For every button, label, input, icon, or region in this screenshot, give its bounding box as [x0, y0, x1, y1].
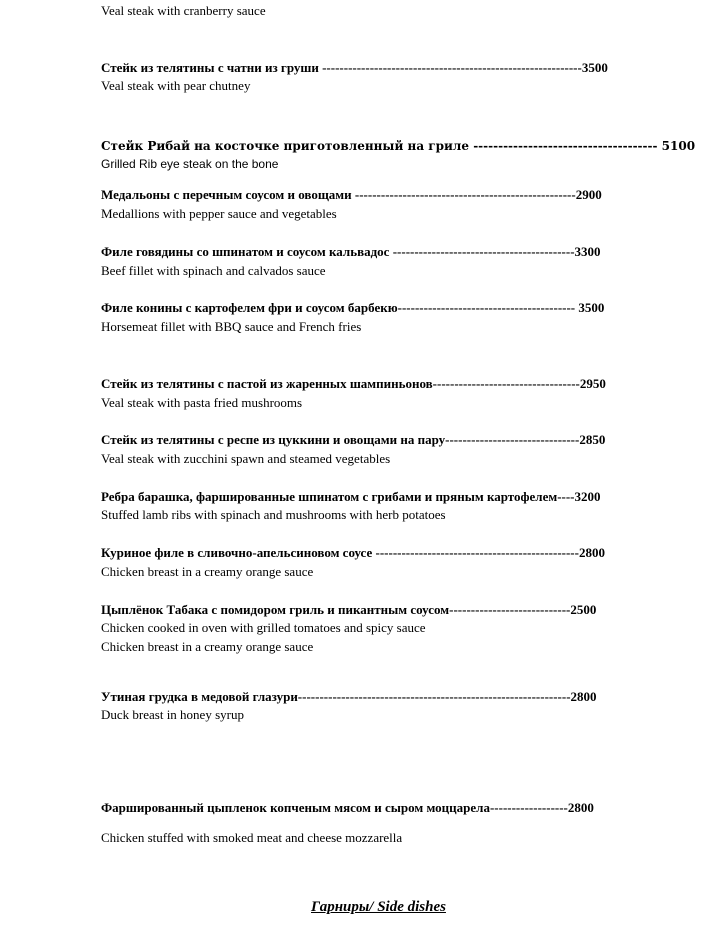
menu-item-title [101, 432, 605, 448]
dish-price: 2800 [567, 800, 594, 815]
menu-item-description: Grilled Rib eye steak on the bone [101, 157, 279, 171]
dish-name-ru: Цыплёнок Табака с помидором гриль и пикантным соусом---------------------------- [101, 602, 571, 617]
dish-price: 2900 [575, 187, 602, 202]
menu-item-description: Veal steak with pear chutney [101, 78, 251, 93]
menu-item-description: Beef fillet with spinach and calvados sauce [101, 263, 326, 278]
menu-item-title [101, 60, 608, 76]
menu-item-title [101, 138, 695, 154]
menu-item-description: Horsemeat fillet with BBQ sauce and French fries [101, 319, 362, 334]
dish-name-ru: Стейк Рибай на косточке приготовленный на гриле ------------------------------------- [101, 139, 658, 153]
menu-item-description: Veal steak with cranberry sauce [101, 3, 266, 18]
dish-name-ru: Стейк из телятины с респе из цуккини и овощами на пару------------------------------- [101, 432, 580, 447]
menu-item-title [101, 300, 604, 316]
dish-price: 5100 [657, 139, 696, 153]
menu-item-title [101, 376, 606, 392]
menu-item-description: Medallions with pepper sauce and vegetables [101, 206, 337, 221]
dish-name-ru: Фаршированный цыпленок копченым мясом и сыром моццарела------------------ [101, 800, 568, 815]
dish-name-ru: Стейк из телятины с чатни из груши ------------------------------------------------------------ [101, 60, 582, 75]
dish-price: 2800 [578, 545, 605, 560]
dish-name-ru: Ребра барашка, фаршированные шпинатом с грибами и пряным картофелем---- [101, 489, 575, 504]
dish-price: 2500 [570, 602, 597, 617]
menu-item-description: Chicken breast in a creamy orange sauce [101, 639, 314, 654]
dish-price: 3500 [581, 60, 608, 75]
menu-item-description: Chicken stuffed with smoked meat and cheese mozzarella [101, 830, 403, 845]
dish-name-ru: Стейк из телятины с пастой из жаренных шампиньонов---------------------------------- [101, 376, 580, 391]
dish-name-ru: Медальоны с перечным соусом и овощами --------------------------------------------------- [101, 187, 576, 202]
menu-item-title [101, 800, 594, 816]
dish-price: 2950 [579, 376, 606, 391]
menu-item-title [101, 602, 596, 618]
dish-price: 3500 [575, 300, 605, 315]
menu-item-description: Chicken breast in a creamy orange sauce [101, 564, 314, 579]
dish-price: 3300 [574, 244, 601, 259]
menu-item-description: Chicken cooked in oven with grilled tomatoes and spicy sauce [101, 620, 426, 635]
dish-price: 3200 [574, 489, 601, 504]
dish-name-ru: Филе конины с картофелем фри и соусом барбекю----------------------------------------- [101, 300, 576, 315]
dish-name-ru: Куриное филе в сливочно-апельсиновом соусе ----------------------------------------------- [101, 545, 579, 560]
menu-item-title [101, 545, 605, 561]
menu-item-title [101, 244, 601, 260]
dish-price: 2800 [570, 689, 597, 704]
menu-item-description: Duck breast in honey syrup [101, 707, 244, 722]
dish-name-ru: Филе говядины со шпинатом и соусом кальвадос ------------------------------------------ [101, 244, 575, 259]
dish-name-ru: Утиная грудка в медовой глазури--------------------------------------------------------------- [101, 689, 571, 704]
menu-item-title [101, 689, 597, 705]
menu-item-title [101, 187, 602, 203]
menu-item-description: Veal steak with zucchini spawn and steamed vegetables [101, 451, 391, 466]
menu-item-description: Stuffed lamb ribs with spinach and mushrooms with herb potatoes [101, 507, 446, 522]
menu-item-description: Veal steak with pasta fried mushrooms [101, 395, 303, 410]
dish-price: 2850 [579, 432, 606, 447]
section-heading: Гарниры/ Side dishes [311, 899, 446, 915]
menu-item-title [101, 489, 601, 505]
